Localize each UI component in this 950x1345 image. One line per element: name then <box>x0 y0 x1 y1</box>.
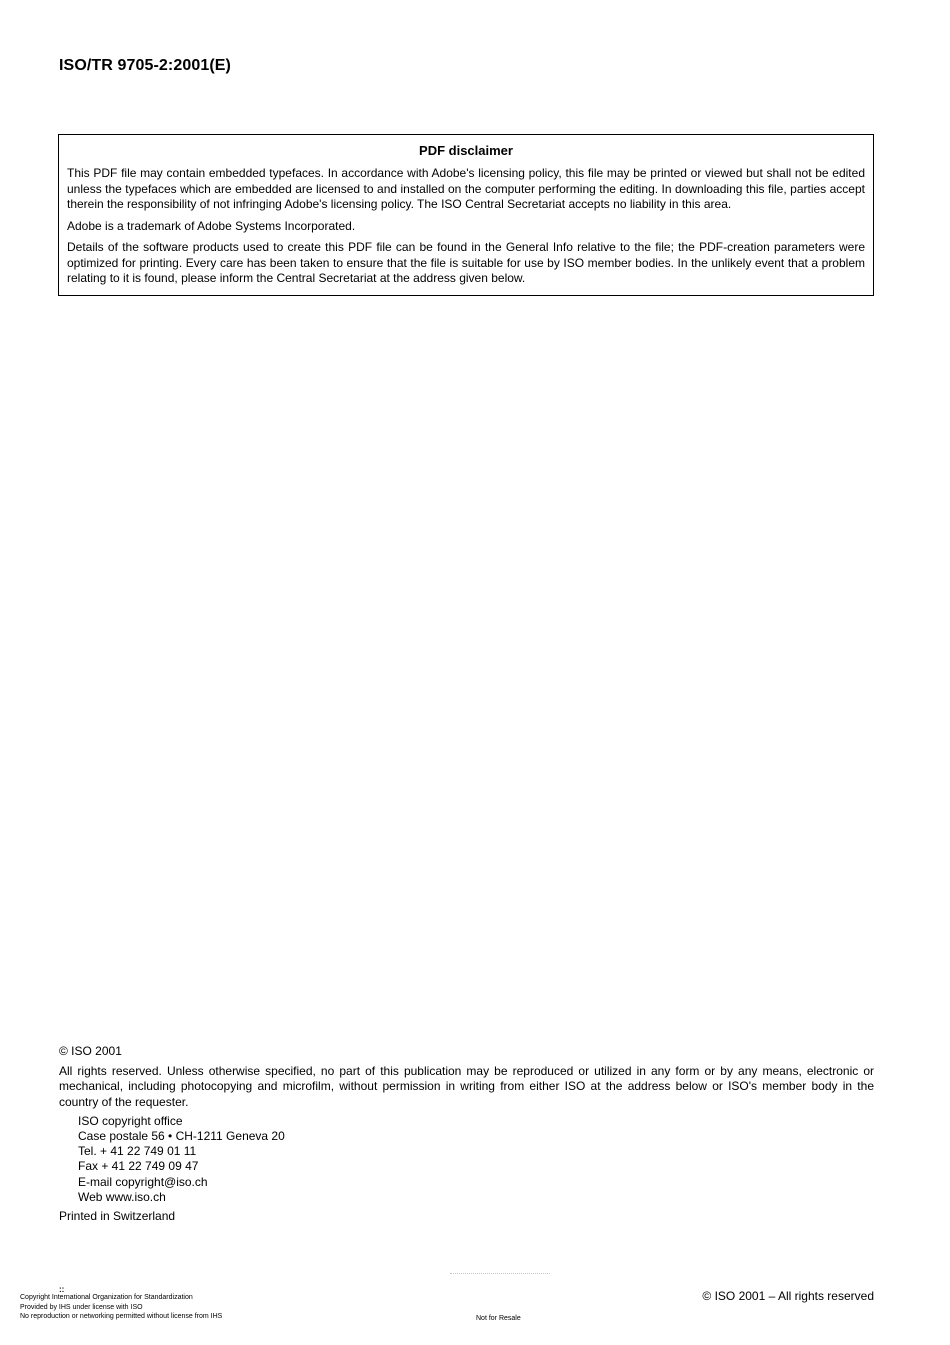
license-line-copyright: Copyright International Organization for Standardization <box>20 1294 193 1301</box>
address-email: E-mail copyright@iso.ch <box>78 1174 208 1189</box>
copyright-block <box>59 1044 874 1224</box>
pdf-disclaimer-box <box>58 134 874 296</box>
disclaimer-paragraph-trademark: Adobe is a trademark of Adobe Systems Incorporated. <box>67 218 356 233</box>
rights-reserved-text: All rights reserved. Unless otherwise specified, no part of this publication may be reproduced or utilized in any form or by any means, electronic or mechanical, including photocopying and microfilm, without permission in writing from either ISO at the address below or ISO's member body in the country of the requester. <box>59 1064 874 1109</box>
address-web: Web www.iso.ch <box>78 1189 166 1204</box>
iso-address <box>59 1114 874 1205</box>
scan-noise-divider <box>450 1273 550 1276</box>
address-tel: Tel. + 41 22 749 01 11 <box>78 1144 197 1159</box>
address-fax: Fax + 41 22 749 09 47 <box>78 1159 199 1174</box>
license-line-reproduction: No reproduction or networking permitted without license from IHS <box>20 1313 223 1320</box>
license-line-provided: Provided by IHS under license with ISO <box>20 1303 143 1311</box>
address-postal: Case postale 56 • CH-1211 Geneva 20 <box>78 1129 285 1144</box>
document-id: ISO/TR 9705-2:2001(E) <box>59 57 231 74</box>
disclaimer-paragraph-details: Details of the software products used to create this PDF file can be found in the General Info relative to the file; the PDF-creation parameters were optimized for printing. Every care has been taken to ensure that the file is suitable for use by ISO member bodies. In the unlikely event that a problem relating to it is found, please inform the Central Secretariat at the address given below. <box>67 240 865 285</box>
disclaimer-paragraph-typefaces: This PDF file may contain embedded typefaces. In accordance with Adobe's licensing policy, this file may be printed or viewed but shall not be edited unless the typefaces which are embedded are licensed to and installed on the computer performing the editing. In downloading this file, parties accept therein the responsibility of not infringing Adobe's licensing policy. The ISO Central Secretariat accepts no liability in this area. <box>67 166 865 211</box>
not-for-resale: Not for Resale <box>476 1315 521 1322</box>
footer-dots: :: <box>59 1285 65 1294</box>
printed-in: Printed in Switzerland <box>59 1209 176 1224</box>
disclaimer-title: PDF disclaimer <box>419 143 513 158</box>
copyright-notice: © ISO 2001 <box>59 1044 122 1058</box>
footer-copyright: © ISO 2001 – All rights reserved <box>702 1289 874 1303</box>
address-office: ISO copyright office <box>78 1113 183 1128</box>
license-footer <box>20 1287 222 1322</box>
